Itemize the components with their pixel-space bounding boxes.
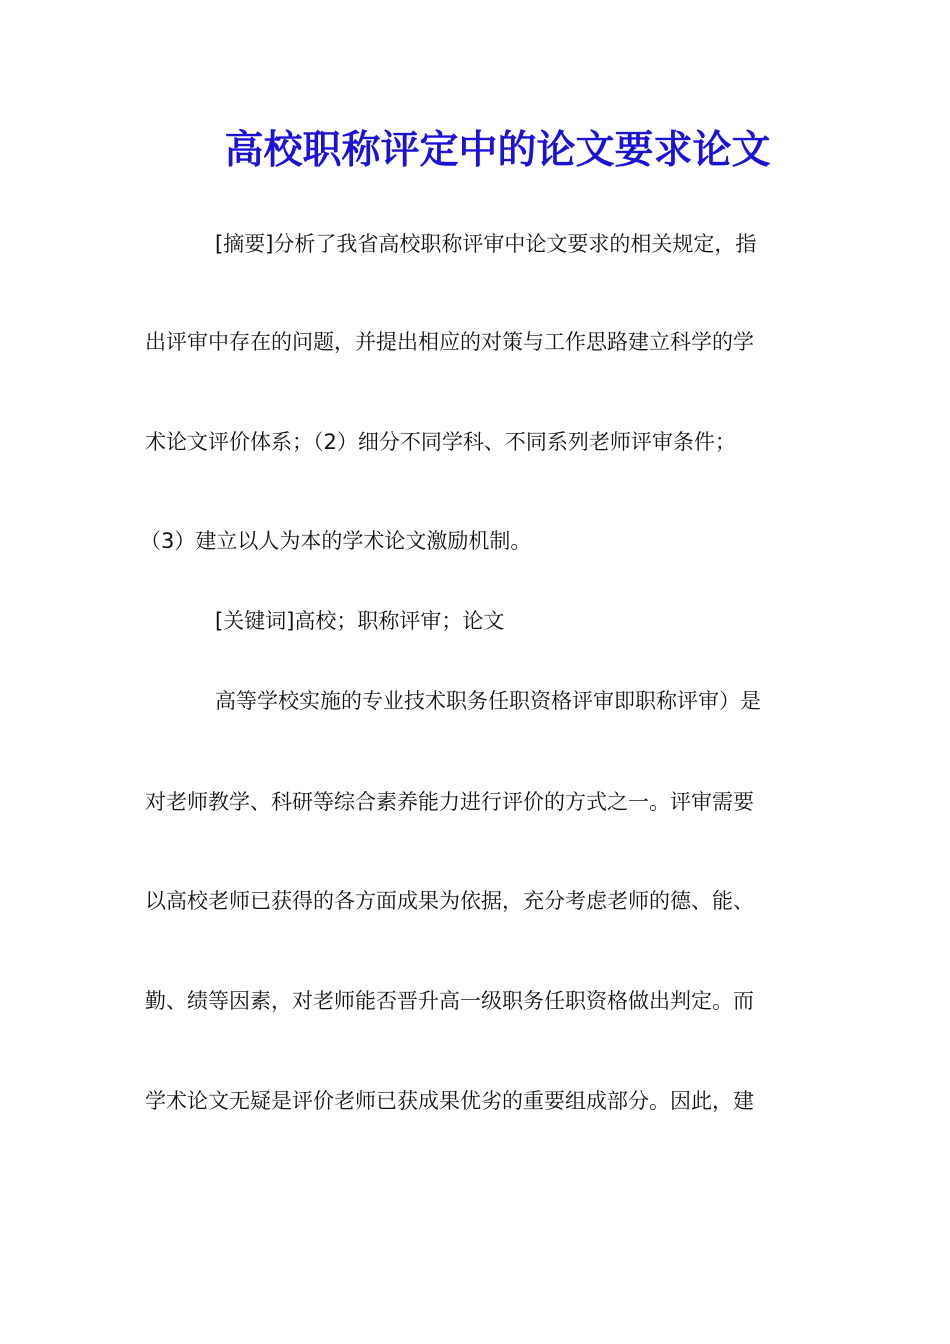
body-line-3: 以高校老师已获得的各方面成果为依据，充分考虑老师的德、能、	[145, 889, 754, 913]
body-line-4: 勤、绩等因素，对老师能否晋升高一级职务任职资格做出判定。而	[145, 989, 754, 1013]
body-line-1: 高等学校实施的专业技术职务任职资格评审即职称评审）是	[215, 689, 761, 713]
keywords-line: [关键词]高校；职称评审；论文	[215, 609, 505, 633]
abstract-line-1: [摘要]分析了我省高校职称评审中论文要求的相关规定，指	[215, 232, 757, 256]
abstract-line-4: （3）建立以人为本的学术论文激励机制。	[140, 529, 532, 553]
body-line-5: 学术论文无疑是评价老师已获成果优劣的重要组成部分。因此，建	[145, 1089, 754, 1113]
document-title: 高校职称评定中的论文要求论文	[224, 127, 771, 173]
body-line-2: 对老师教学、科研等综合素养能力进行评价的方式之一。评审需要	[145, 790, 754, 814]
abstract-line-2: 出评审中存在的问题，并提出相应的对策与工作思路建立科学的学	[145, 330, 754, 354]
abstract-line-3: 术论文评价体系；（2）细分不同学科、不同系列老师评审条件；	[145, 430, 736, 454]
